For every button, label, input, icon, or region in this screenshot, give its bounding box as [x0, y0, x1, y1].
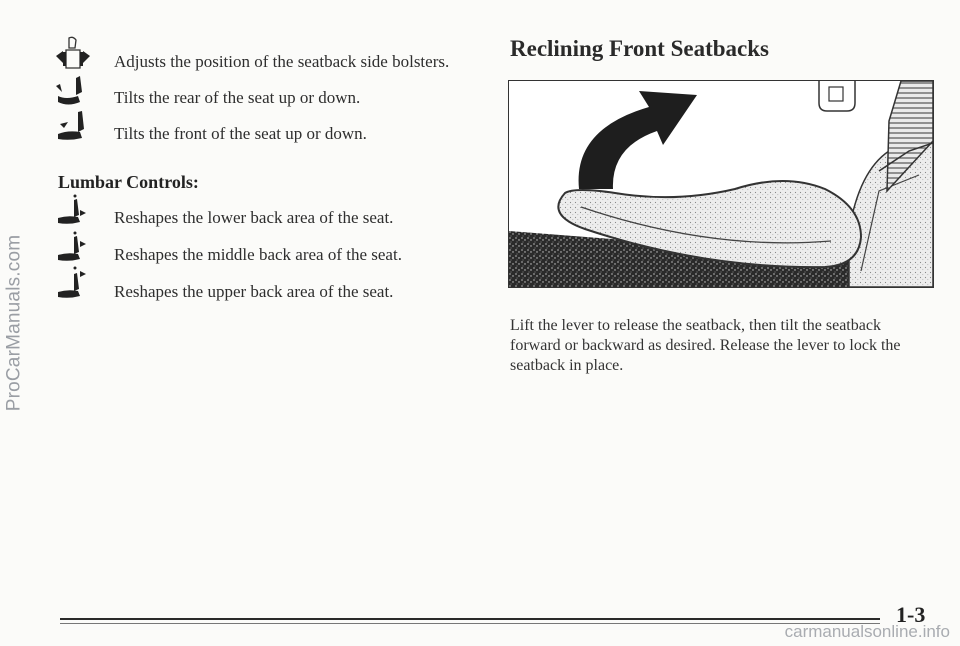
bottom-watermark: carmanualsonline.info [784, 622, 950, 641]
side-watermark-text: ProCarManuals.com [3, 234, 25, 412]
lumbar-lower-icon [52, 192, 94, 232]
seat-control-text: Adjusts the position of the seatback side bolsters. [114, 52, 450, 71]
footer-rule-thin [60, 623, 880, 624]
lumbar-control-text: Reshapes the upper back area of the seat. [114, 282, 394, 301]
side-watermark [0, 0, 34, 646]
lumbar-control-row [52, 270, 482, 307]
seat-control-row [52, 112, 482, 148]
lumbar-control-text: Reshapes the middle back area of the seat. [114, 245, 402, 264]
seat-control-text: Tilts the front of the seat up or down. [114, 124, 367, 143]
seat-control-row [52, 76, 482, 112]
page-number: 1-3 [896, 602, 926, 627]
footer-rule [60, 618, 880, 620]
lumbar-upper-icon [52, 266, 94, 306]
lumbar-control-text: Reshapes the lower back area of the seat. [114, 208, 394, 227]
lumbar-controls-heading: Lumbar Controls: [58, 172, 199, 192]
seat-controls-list [52, 40, 482, 148]
lumbar-middle-icon [52, 229, 94, 269]
lumbar-control-row [52, 196, 482, 233]
reclining-instructions: Lift the lever to release the seatback, then tilt the seatback forward or backward as desired. Release the lever to lock the seatback in place. [510, 317, 901, 374]
seat-rear-tilt-icon [52, 72, 94, 112]
lumbar-control-row [52, 233, 482, 270]
seat-front-tilt-icon [52, 108, 94, 148]
reclining-section-title: Reclining Front Seatbacks [510, 36, 769, 61]
recline-lever-illustration [508, 80, 934, 288]
seat-control-row [52, 40, 482, 76]
seatback-side-bolster-icon [52, 36, 94, 76]
lumbar-controls-list [52, 196, 482, 307]
seat-control-text: Tilts the rear of the seat up or down. [114, 88, 361, 107]
